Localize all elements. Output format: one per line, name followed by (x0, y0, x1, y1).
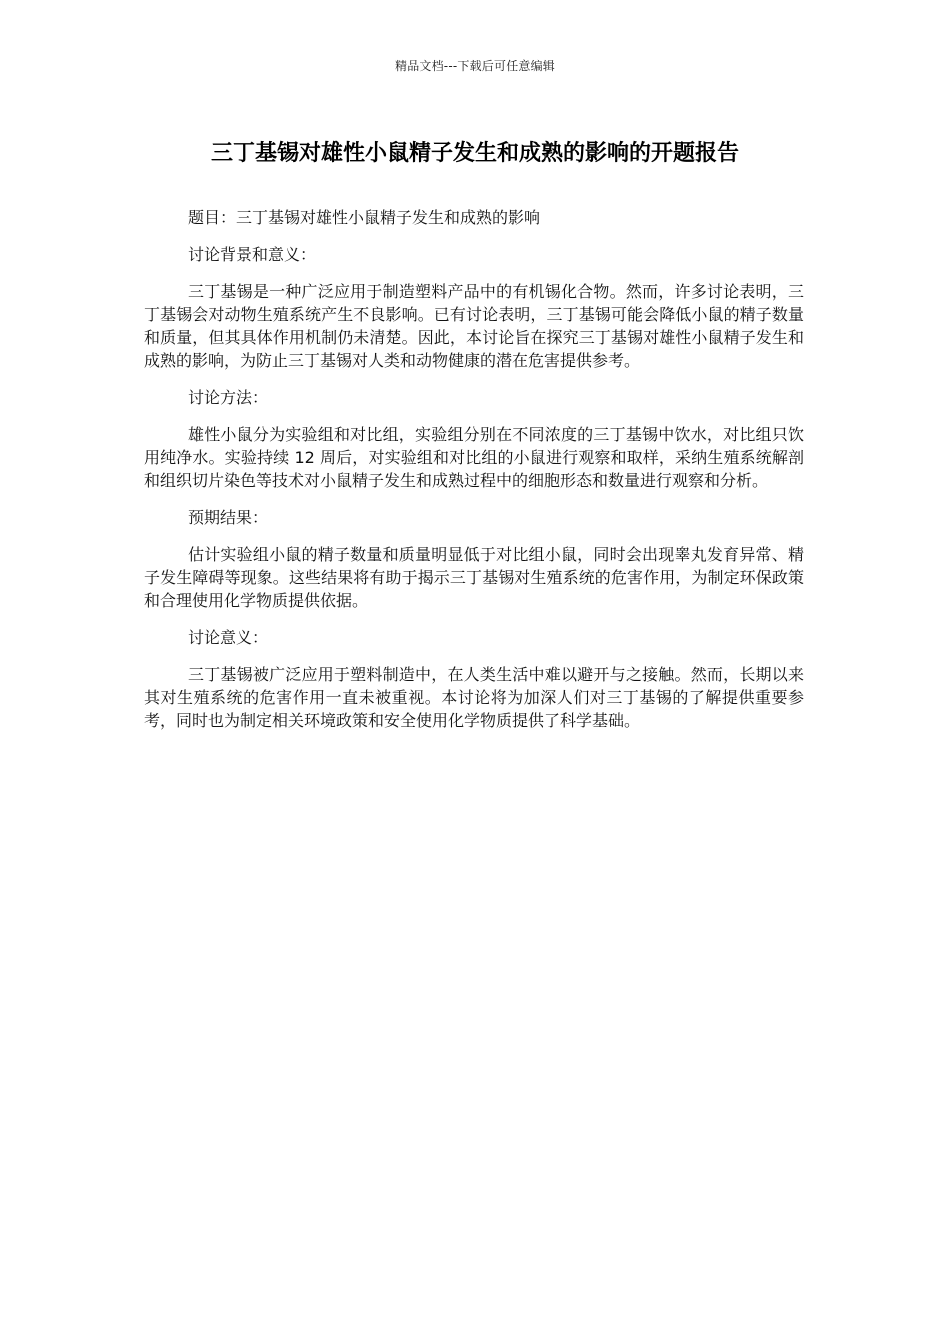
section-heading-background: 讨论背景和意义： (188, 245, 317, 264)
paragraph-background: 三丁基锡是一种广泛应用于制造塑料产品中的有机锡化合物。然而，许多讨论表明，三丁基锡会对动物生殖系统产生不良影响。已有讨论表明，三丁基锡可能会降低小鼠的精子数量和质量，但其具体作用机制仍未清楚。因此，本讨论旨在探究三丁基锡对雄性小鼠精子发生和成熟的影响，为防止三丁基锡对人类和动物健康的潜在危害提供参考。 (144, 282, 804, 370)
section-heading-expected-results: 预期结果： (188, 508, 269, 527)
paragraph-expected-results: 估计实验组小鼠的精子数量和质量明显低于对比组小鼠，同时会出现睾丸发育异常、精子发生障碍等现象。这些结果将有助于揭示三丁基锡对生殖系统的危害作用，为制定环保政策和合理使用化学物质提供依据。 (144, 545, 804, 610)
topic-line: 题目：三丁基锡对雄性小鼠精子发生和成熟的影响 (188, 208, 541, 227)
section-heading-methods: 讨论方法： (188, 388, 269, 407)
header-note: 精品文档---下载后可任意编辑 (395, 59, 555, 73)
paragraph-significance: 三丁基锡被广泛应用于塑料制造中，在人类生活中难以避开与之接触。然而，长期以来其对生殖系统的危害作用一直未被重视。本讨论将为加深人们对三丁基锡的了解提供重要参考，同时也为制定相关环境政策和安全使用化学物质提供了科学基础。 (144, 665, 804, 730)
section-heading-significance: 讨论意义： (188, 628, 269, 647)
paragraph-methods: 雄性小鼠分为实验组和对比组，实验组分别在不同浓度的三丁基锡中饮水，对比组只饮用纯净水。实验持续 12 周后，对实验组和对比组的小鼠进行观察和取样，采纳生殖系统解剖和组织切片染色等技术对小鼠精子发生和成熟过程中的细胞形态和数量进行观察和分析。 (144, 425, 804, 490)
document-title: 三丁基锡对雄性小鼠精子发生和成熟的影响的开题报告 (210, 141, 739, 166)
document-body (144, 206, 804, 746)
